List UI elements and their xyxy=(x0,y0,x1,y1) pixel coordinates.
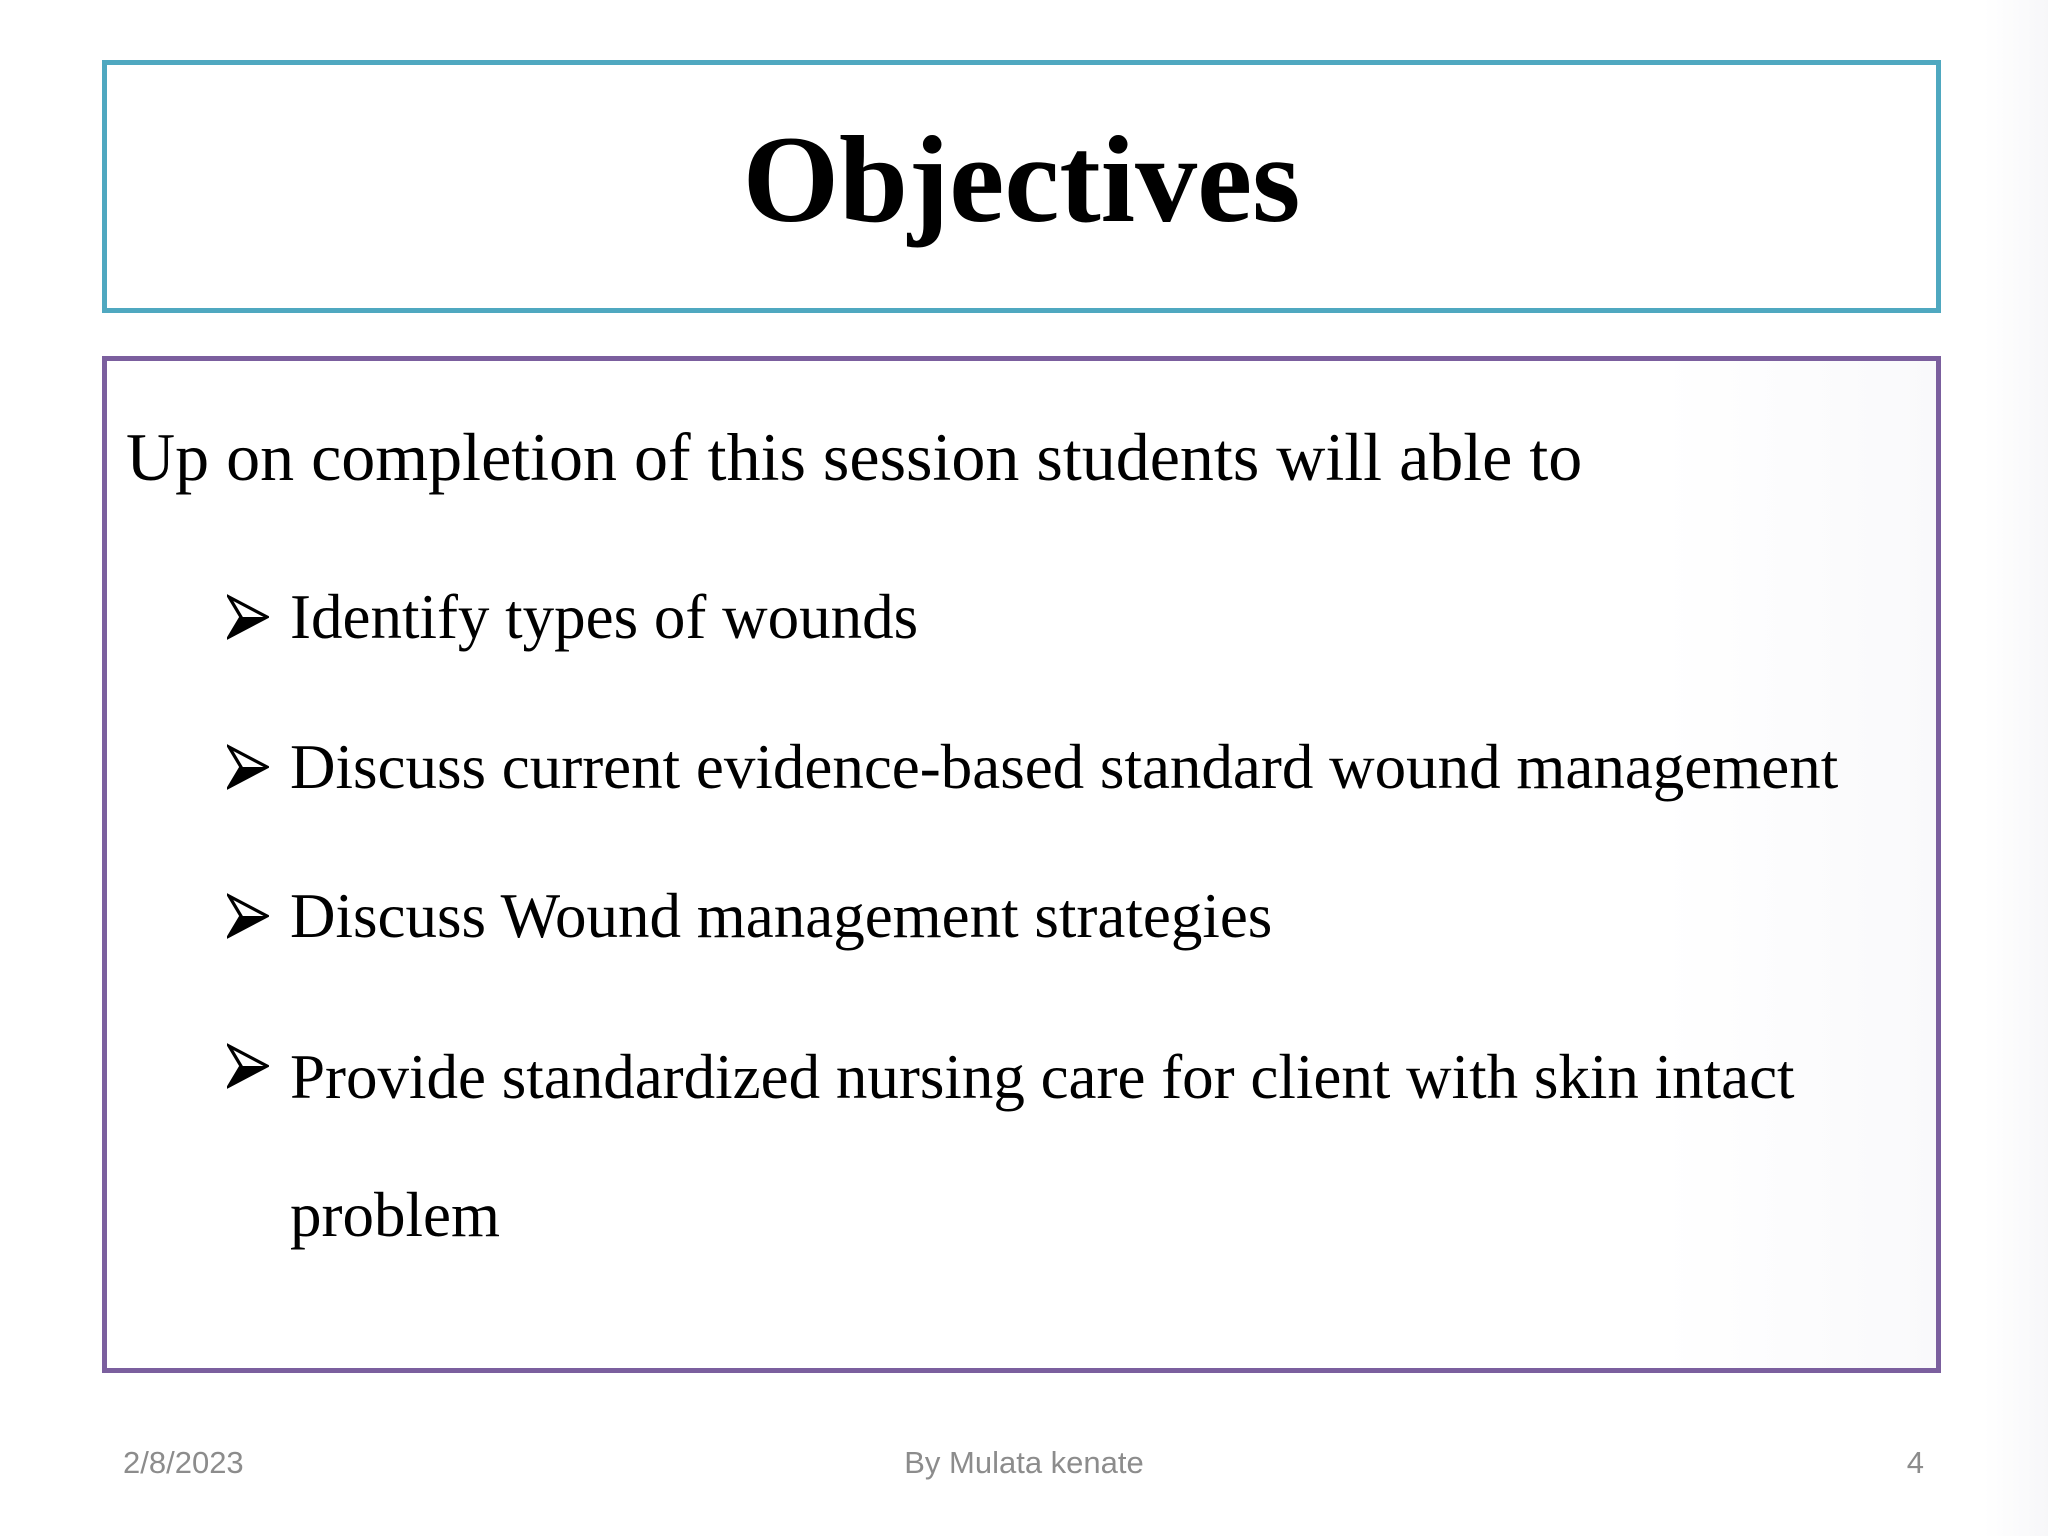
arrowhead-bullet-icon xyxy=(227,892,269,940)
list-item xyxy=(227,730,1917,806)
bullet-text: Discuss current evidence-based standard wound management xyxy=(290,731,1839,802)
list-item xyxy=(227,879,1917,955)
slide-edge-shade xyxy=(1984,0,2048,1536)
content-box xyxy=(102,356,1941,1373)
bullet-text: Discuss Wound management strategies xyxy=(290,881,1273,952)
bullet-text: Identify types of wounds xyxy=(290,582,919,652)
footer-author: By Mulata kenate xyxy=(904,1445,1144,1480)
intro-text: Up on completion of this session students will able to xyxy=(126,419,1583,495)
arrowhead-bullet-icon xyxy=(227,593,269,641)
list-item xyxy=(227,1008,1917,1285)
title-box xyxy=(102,60,1941,313)
bullet-text: Provide standardized nursing care for client with skin intact problem xyxy=(290,1041,1795,1251)
slide-number: 4 xyxy=(1906,1445,1924,1480)
slide-title: Objectives xyxy=(742,110,1301,248)
arrowhead-bullet-icon xyxy=(227,1042,269,1090)
list-item xyxy=(227,580,1917,656)
footer-date: 2/8/2023 xyxy=(123,1445,244,1480)
objectives-list xyxy=(227,580,1917,1359)
arrowhead-bullet-icon xyxy=(227,743,269,791)
